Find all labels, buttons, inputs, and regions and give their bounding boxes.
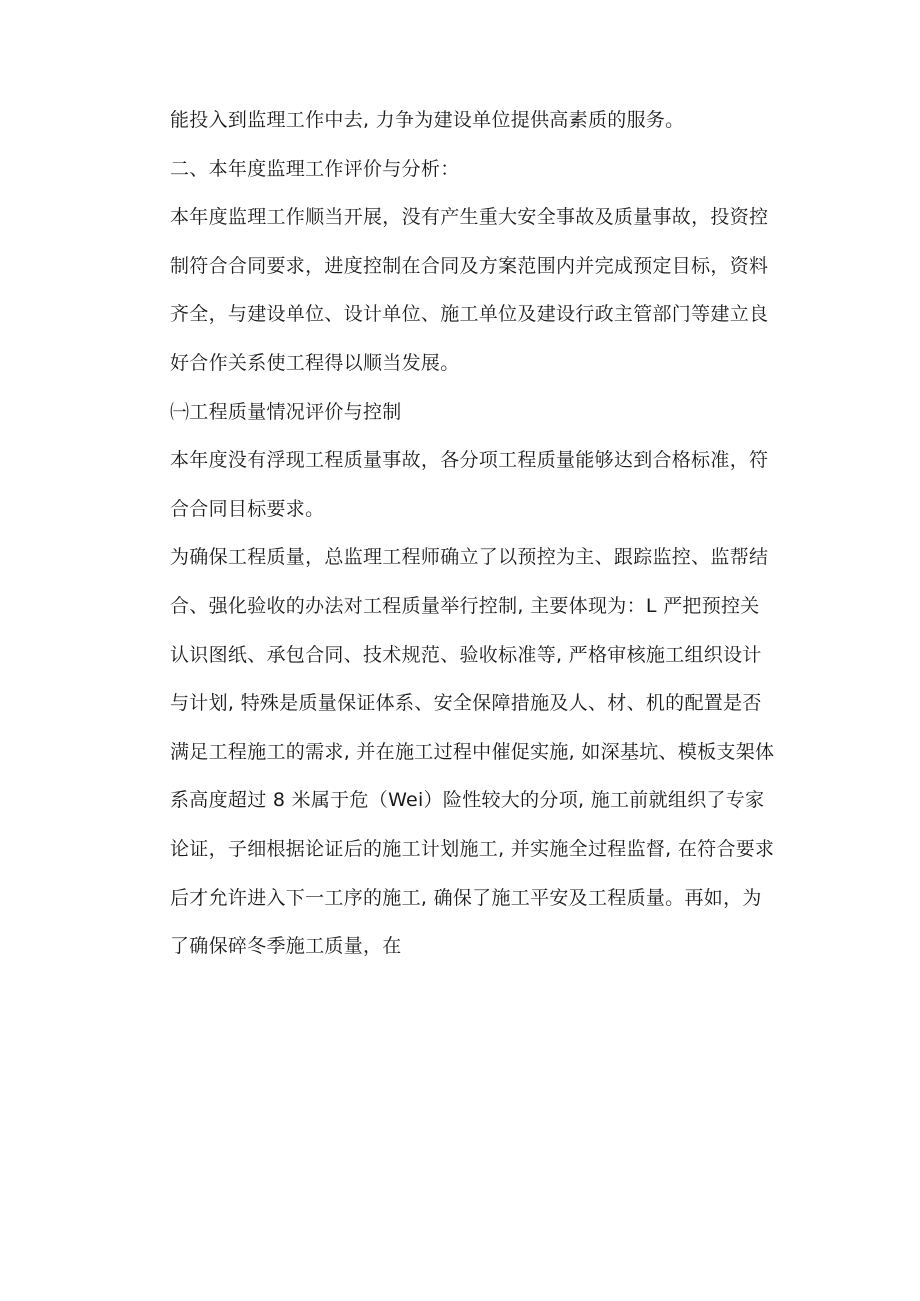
text-line: 了确保碎冬季施工质量，在	[170, 935, 402, 958]
text-line: 能投入到监理工作中去, 力争为建设单位提供高素质的服务。	[170, 109, 685, 131]
text-line: 合合同目标要求。	[170, 497, 325, 520]
subsection-heading: ㈠工程质量情况评价与控制	[170, 400, 402, 423]
section-heading: 二、本年度监理工作评价与分析：	[170, 157, 460, 180]
text-line: 本年度监理工作顺当开展，没有产生重大安全事故及质量事故，投资控	[170, 206, 769, 229]
text-line: 与计划, 特殊是质量保证体系、安全保障措施及人、材、机的配置是否	[170, 692, 762, 715]
text-line: 后才允许进入下一工序的施工, 确保了施工平安及工程质量。再如，为	[170, 886, 762, 909]
text-line: 系高度超过 8 米属于危（Wei）险性较大的分项, 施工前就组织了专家	[170, 789, 765, 812]
text-line: 满足工程施工的需求, 并在施工过程中催促实施, 如深基坑、模板支架体	[170, 740, 775, 763]
text-line: 认识图纸、承包合同、技术规范、验收标准等, 严格审核施工组织设计	[170, 643, 762, 666]
text-line: 好合作关系使工程得以顺当发展。	[170, 351, 460, 374]
text-line: 制符合合同要求，进度控制在合同及方案范围内并完成预定目标，资料	[170, 254, 769, 277]
text-line: 为确保工程质量，总监理工程师确立了以预控为主、跟踪监控、监帮结	[170, 546, 769, 569]
document-body	[170, 96, 800, 971]
text-line: 齐全，与建设单位、设计单位、施工单位及建设行政主管部门等建立良	[170, 303, 769, 326]
text-line: 本年度没有浮现工程质量事故，各分项工程质量能够达到合格标准，符	[170, 449, 769, 472]
text-line: 合、强化验收的办法对工程质量举行控制, 主要体现为：L 严把预控关	[170, 594, 760, 617]
text-line: 论证，子细根据论证后的施工计划施工, 并实施全过程监督, 在符合要求	[170, 837, 775, 860]
